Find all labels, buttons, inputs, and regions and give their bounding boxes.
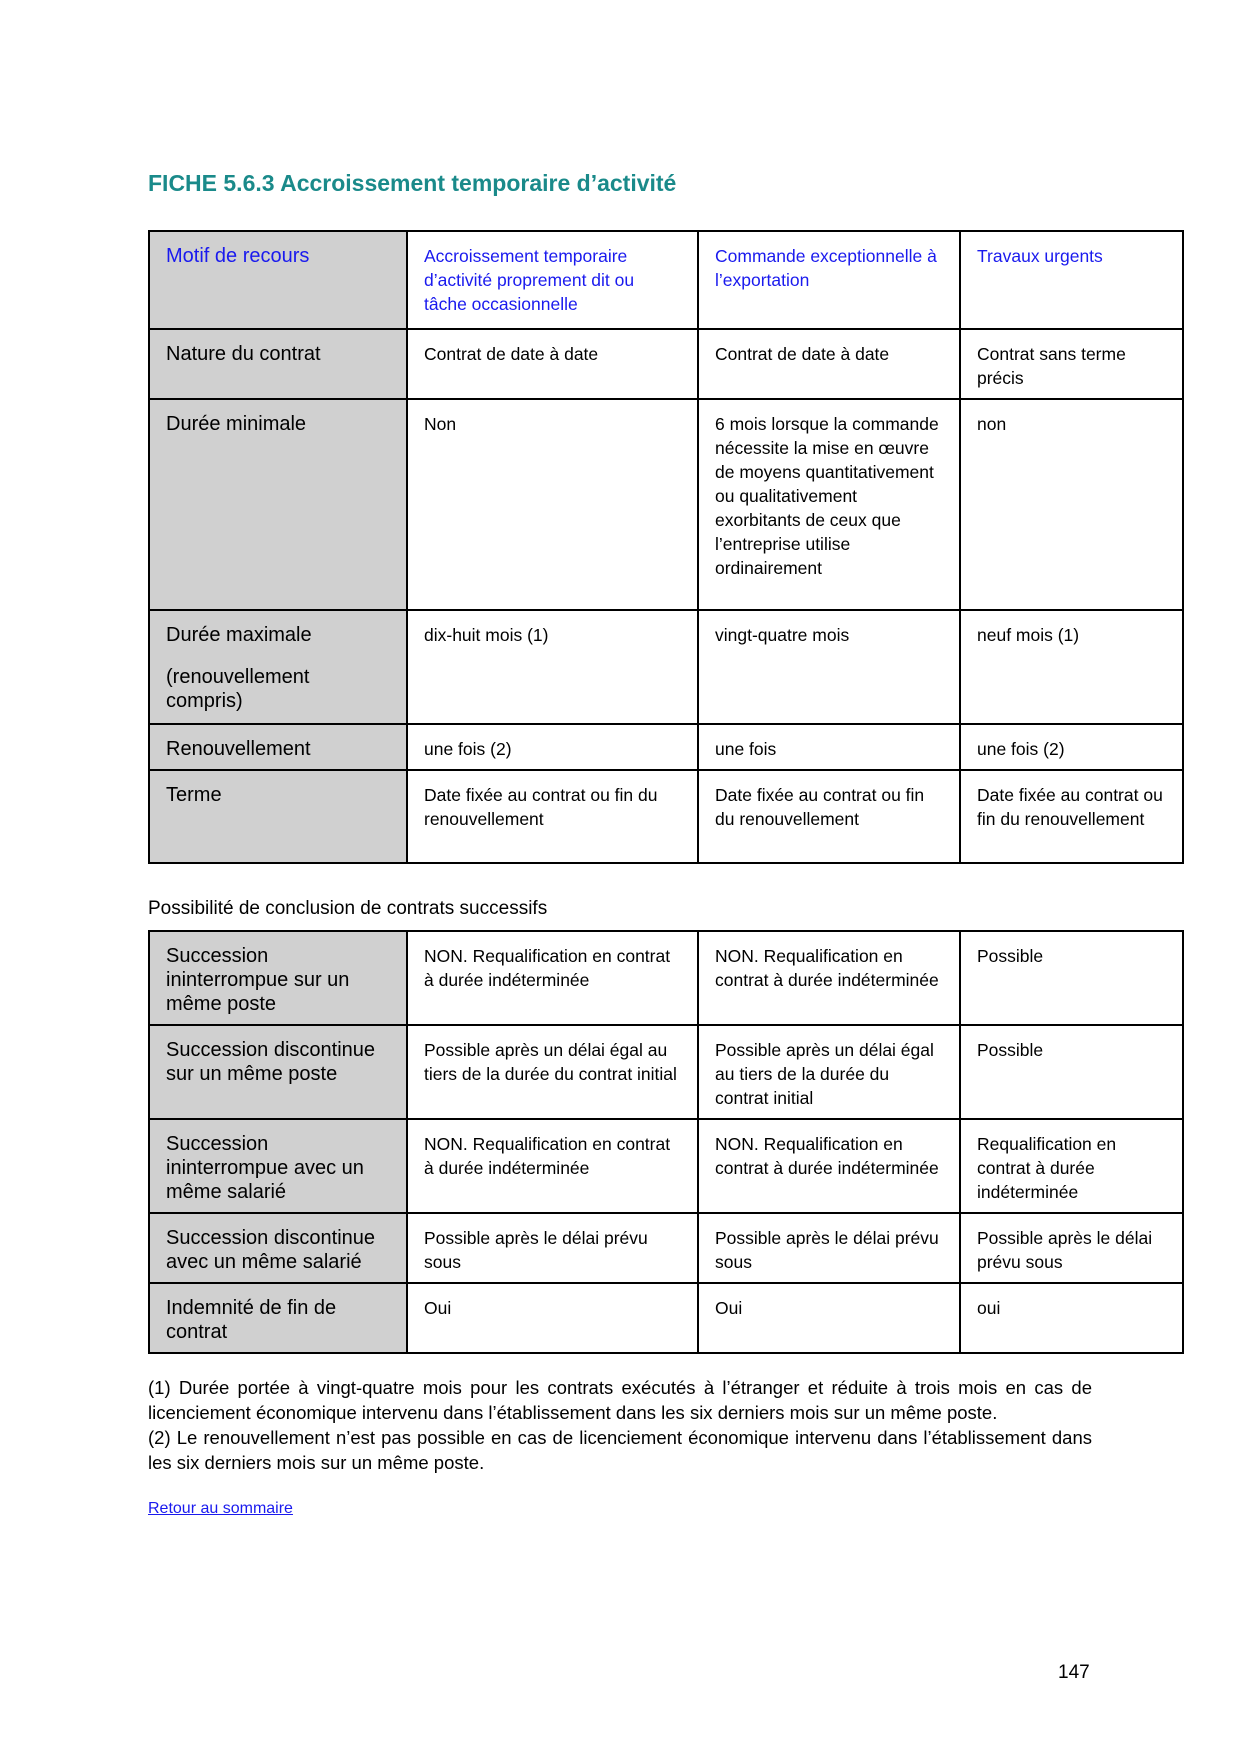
table-cell: Possible après le délai prévu sous [698,1213,960,1283]
table-cell: Oui [407,1283,698,1353]
table-cell: dix-huit mois (1) [407,610,698,724]
row-label: Durée minimale [149,399,407,610]
table-cell: NON. Requalification en contrat à durée indéterminée [407,1119,698,1213]
table-row [149,724,1183,770]
table-cell: NON. Requalification en contrat à durée indéterminée [698,931,960,1025]
table-cell: Requalification en contrat à durée indéterminée [960,1119,1183,1213]
row-label: Terme [149,770,407,863]
table-cell: Contrat de date à date [698,329,960,399]
table-row [149,1025,1183,1119]
page-number: 147 [1058,1662,1090,1683]
header-cell-travaux: Travaux urgents [960,231,1183,329]
table-cell: Date fixée au contrat ou fin du renouvellement [960,770,1183,863]
table-cell: NON. Requalification en contrat à durée indéterminée [407,931,698,1025]
row-label-line: Durée maximale [166,624,312,646]
table-cell: 6 mois lorsque la commande nécessite la mise en œuvre de moyens quantitativement ou qualitativement exorbitants de ceux que l’entreprise utilise ordinairement [698,399,960,610]
header-label-motif: Motif de recours [149,231,407,329]
table-cell: Date fixée au contrat ou fin du renouvellement [407,770,698,863]
header-cell-commande: Commande exceptionnelle à l’exportation [698,231,960,329]
table-cell: Contrat sans terme précis [960,329,1183,399]
row-label: Succession discontinue sur un même poste [149,1025,407,1119]
row-label: Indemnité de fin de contrat [149,1283,407,1353]
contract-terms-table [148,230,1184,864]
table-cell: Possible après un délai égal au tiers de la durée du contrat initial [698,1025,960,1119]
table-row [149,1213,1183,1283]
back-to-summary-link[interactable]: Retour au sommaire [148,1500,293,1517]
table-header-row [149,231,1183,329]
table-cell: Date fixée au contrat ou fin du renouvellement [698,770,960,863]
table-cell: Contrat de date à date [407,329,698,399]
table-row [149,931,1183,1025]
table-cell: Oui [698,1283,960,1353]
table-row [149,399,1183,610]
footnote-1: (1) Durée portée à vingt-quatre mois pour les contrats exécutés à l’étranger et réduite à trois mois en cas de licenciement économique intervenu dans l’établissement dans les six derniers mois sur un même poste. [148,1377,1092,1423]
table-cell: non [960,399,1183,610]
row-label: Renouvellement [149,724,407,770]
row-label: Succession ininterrompue avec un même salarié [149,1119,407,1213]
table-cell: Possible après le délai prévu sous [407,1213,698,1283]
table-cell: une fois (2) [407,724,698,770]
row-label-note: (renouvellement compris) [166,666,310,712]
table-cell: Possible [960,1025,1183,1119]
row-label: Succession ininterrompue sur un même poste [149,931,407,1025]
table-row [149,1283,1183,1353]
table-cell: NON. Requalification en contrat à durée indéterminée [698,1119,960,1213]
page-title: FICHE 5.6.3 Accroissement temporaire d’activité [148,170,677,196]
row-label [149,610,407,724]
successive-contracts-table [148,930,1184,1354]
table-row [149,1119,1183,1213]
header-cell-accroissement: Accroissement temporaire d’activité proprement dit ou tâche occasionnelle [407,231,698,329]
row-label: Succession discontinue avec un même salarié [149,1213,407,1283]
table-cell: une fois [698,724,960,770]
table-cell: oui [960,1283,1183,1353]
table-row [149,610,1183,724]
table-cell: neuf mois (1) [960,610,1183,724]
footnote-2: (2) Le renouvellement n’est pas possible en cas de licenciement économique intervenu dans l’établissement dans les six derniers mois sur un même poste. [148,1427,1092,1473]
table-cell: Possible après un délai égal au tiers de la durée du contrat initial [407,1025,698,1119]
table-cell: une fois (2) [960,724,1183,770]
table-cell: Possible après le délai prévu sous [960,1213,1183,1283]
row-label: Nature du contrat [149,329,407,399]
table-row [149,329,1183,399]
section-caption: Possibilité de conclusion de contrats successifs [148,898,548,919]
table-row [149,770,1183,863]
table-cell: Non [407,399,698,610]
table-cell: vingt-quatre mois [698,610,960,724]
table-cell: Possible [960,931,1183,1025]
